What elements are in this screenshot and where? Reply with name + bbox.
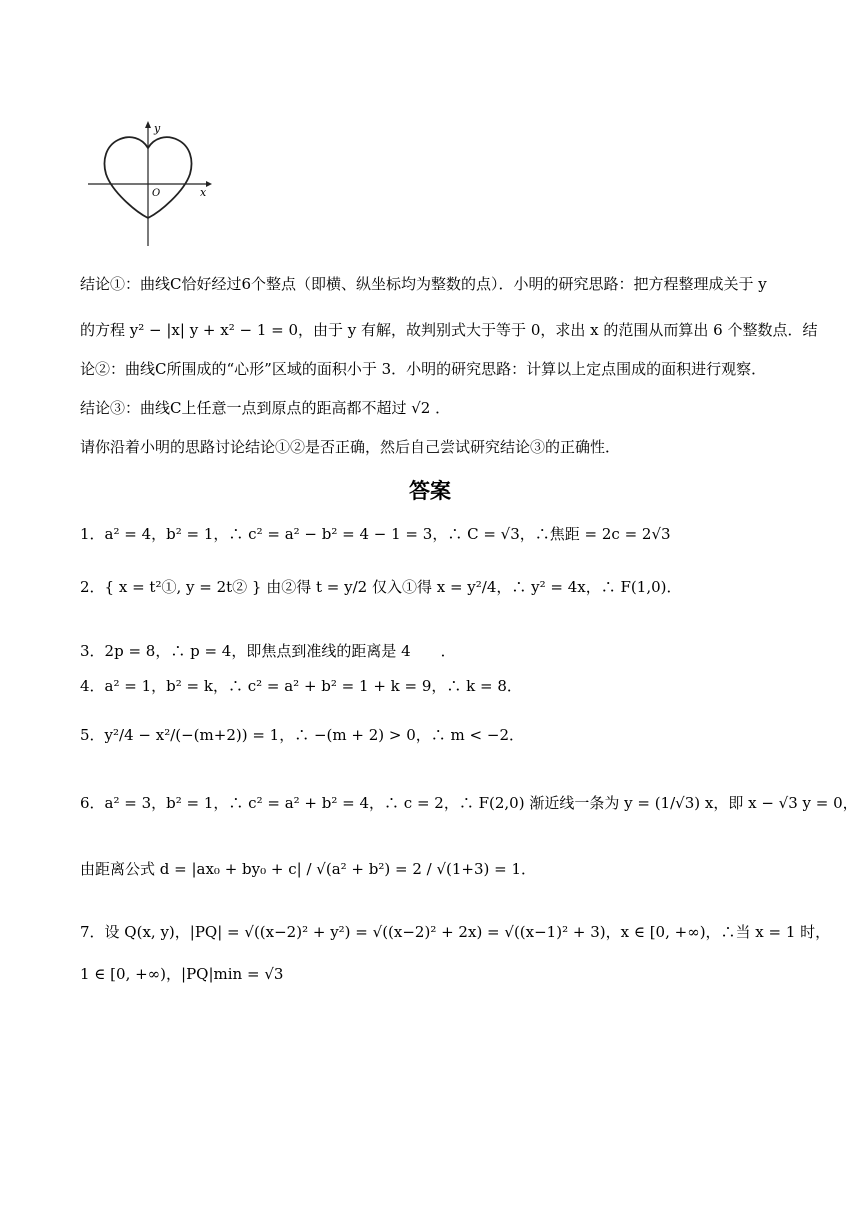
y-axis-arrow-icon bbox=[145, 121, 151, 128]
answers-heading: 答案 bbox=[409, 479, 451, 503]
heart-curve-figure bbox=[82, 118, 222, 250]
answer-6-line-1: 6．a² = 3，b² = 1，∴ c² = a² + b² = 4，∴ c = 2，∴ F(2,0) 渐近线一条为 y = (1/√3) x，即 x − √3 y = 0， bbox=[80, 794, 858, 812]
answer-1: 1．a² = 4，b² = 1，∴ c² = a² − b² = 4 − 1 = 3，∴ C = √3，∴焦距 = 2c = 2√3 bbox=[80, 525, 671, 543]
answer-5: 5．y²/4 − x²/(−(m+2)) = 1，∴ −(m + 2) > 0，∴ m < −2． bbox=[80, 726, 524, 744]
conclusion-2: 论②：曲线C所围成的“心形”区域的面积小于 3．小明的研究思路：计算以上定点围成的面积进行观察． bbox=[80, 360, 767, 378]
answer-3: 3．2p = 8，∴ p = 4，即焦点到准线的距离是 4 ． bbox=[80, 642, 456, 660]
x-axis-label: x bbox=[200, 186, 207, 199]
answer-2: 2．{ x = t²①, y = 2t② } 由②得 t = y/2 仅入①得 x = y²/4，∴ y² = 4x，∴ F(1,0)． bbox=[80, 578, 682, 596]
answer-7-line-1: 7．设 Q(x, y)，|PQ| = √((x−2)² + y²) = √((x−2)² + 2x) = √((x−1)² + 3)，x ∈ [0, +∞)，∴当 x = 1 时， bbox=[80, 923, 831, 941]
answer-6-line-2: 由距离公式 d = |ax₀ + by₀ + c| / √(a² + b²) = 2 / √(1+3) = 1． bbox=[80, 860, 537, 878]
answer-7-line-2: 1 ∈ [0, +∞)，|PQ|min = √3 bbox=[80, 965, 284, 983]
conclusion-1-line-1: 结论①：曲线C恰好经过6个整点（即横、纵坐标均为整数的点）．小明的研究思路：把方程整理成关于 y bbox=[80, 275, 767, 293]
x-axis-arrow-icon bbox=[206, 181, 212, 187]
origin-label: O bbox=[152, 188, 161, 199]
conclusion-1-line-2: 的方程 y² − |x| y + x² − 1 = 0，由于 y 有解，故判别式大于等于 0，求出 x 的范围从而算出 6 个整数点．结 bbox=[80, 321, 818, 339]
y-axis-label: y bbox=[154, 122, 161, 135]
task-instruction: 请你沿着小明的思路讨论结论①②是否正确，然后自己尝试研究结论③的正确性． bbox=[80, 438, 621, 456]
answer-4: 4．a² = 1，b² = k，∴ c² = a² + b² = 1 + k = 9，∴ k = 8． bbox=[80, 677, 522, 695]
conclusion-3: 结论③：曲线C上任意一点到原点的距高都不超过 √2 ． bbox=[80, 399, 451, 417]
